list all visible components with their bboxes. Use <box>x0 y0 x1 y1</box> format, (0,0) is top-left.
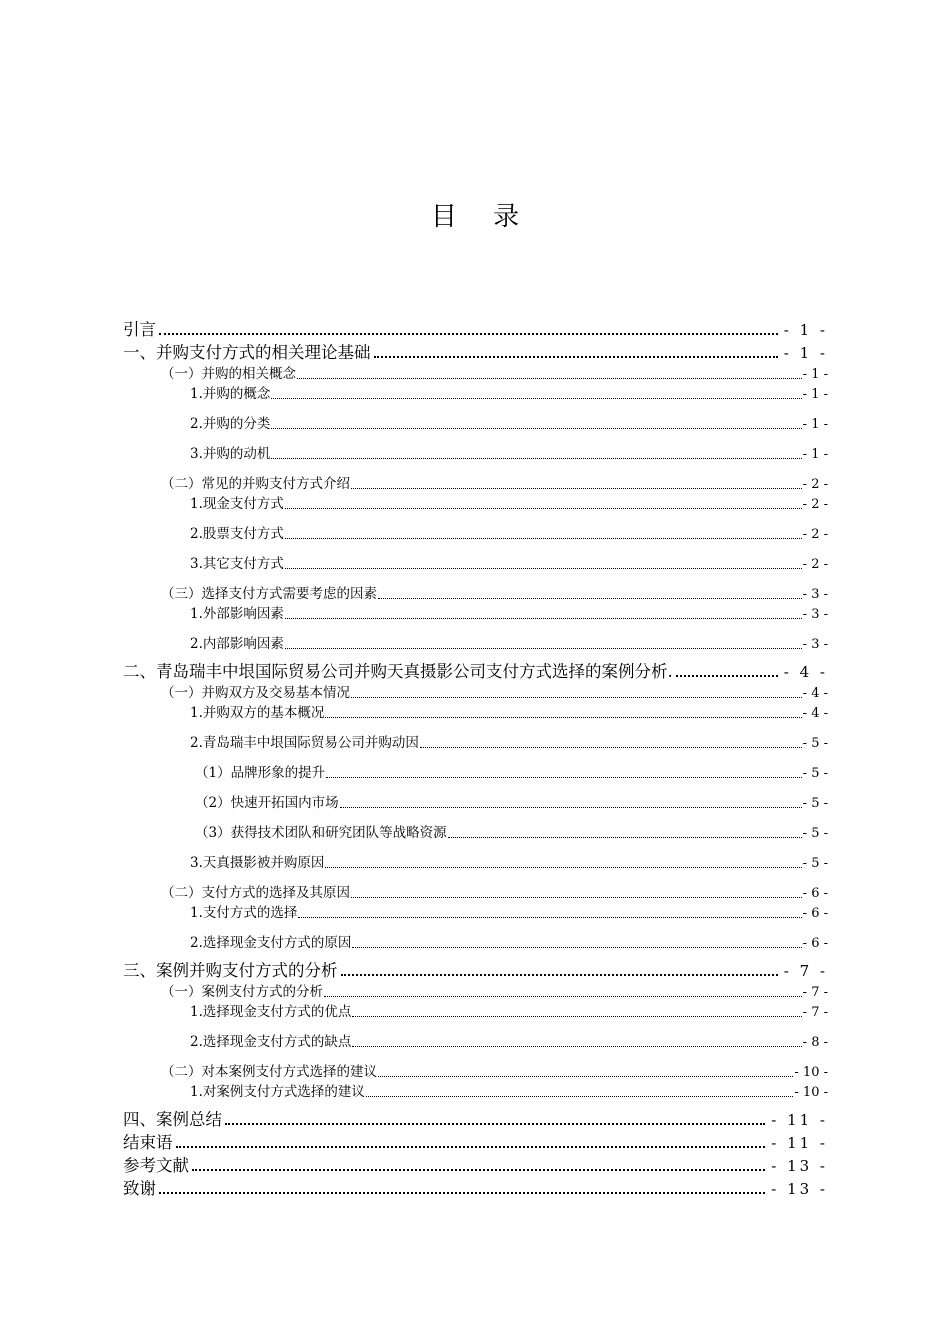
toc-entry-label: 1.选择现金支付方式的优点 <box>190 1004 352 1020</box>
toc-entry-page: - 6 - <box>802 886 828 901</box>
toc-entry[interactable] <box>123 1082 828 1102</box>
toc-leader-dots <box>352 947 801 948</box>
toc-entry[interactable] <box>123 584 828 604</box>
toc-entry[interactable] <box>123 364 828 384</box>
toc-entry-label: 三、案例并购支付方式的分析 <box>123 961 338 980</box>
toc-leader-dots <box>351 697 802 698</box>
toc-entry[interactable] <box>123 1032 828 1052</box>
toc-entry-label: 1.支付方式的选择 <box>190 905 298 921</box>
toc-entry-label: 1.外部影响因素 <box>190 606 284 622</box>
toc-entry-page: - 5 - <box>802 736 828 751</box>
toc-leader-dots <box>448 837 802 838</box>
toc-entry[interactable] <box>123 883 828 903</box>
toc-entry-page: - 1 - <box>783 344 828 362</box>
toc-entry-label: 二、青岛瑞丰中垠国际贸易公司并购天真摄影公司支付方式选择的案例分析. <box>123 662 673 681</box>
toc-entry-page: - 4 - <box>783 663 828 681</box>
toc-entry-page: - 3 - <box>802 607 828 622</box>
toc-entry[interactable] <box>123 1177 828 1200</box>
toc-entry-label: （二）常见的并购支付方式介绍 <box>161 476 350 492</box>
toc-leader-dots <box>285 618 802 619</box>
toc-leader-dots <box>159 1192 765 1194</box>
toc-entry-page: - 2 - <box>802 557 828 572</box>
toc-entry-label: 参考文献 <box>123 1156 189 1175</box>
toc-entry-page: - 2 - <box>802 477 828 492</box>
toc-entry-page: - 6 - <box>802 906 828 921</box>
toc-entry[interactable] <box>123 933 828 953</box>
toc-entry-page: - 13 - <box>771 1157 828 1175</box>
toc-leader-dots <box>176 1146 766 1148</box>
toc-entry-label: 结束语 <box>123 1133 173 1152</box>
toc-leader-dots <box>378 598 802 599</box>
toc-entry-label: 引言 <box>123 320 156 339</box>
toc-entry[interactable] <box>123 763 828 783</box>
toc-leader-dots <box>285 538 802 539</box>
toc-leader-dots <box>297 378 802 379</box>
toc-entry[interactable] <box>123 384 828 404</box>
toc-entry[interactable] <box>123 959 828 982</box>
toc-entry-label: 致谢 <box>123 1179 156 1198</box>
toc-entry-label: （一）案例支付方式的分析 <box>161 984 323 1000</box>
toc-entry-page: - 2 - <box>802 497 828 512</box>
toc-leader-dots <box>271 398 801 399</box>
toc-entry-label: （三）选择支付方式需要考虑的因素 <box>161 586 377 602</box>
toc-entry[interactable] <box>123 414 828 434</box>
toc-leader-dots <box>341 974 778 976</box>
toc-entry-page: - 1 - <box>802 417 828 432</box>
toc-entry-page: - 8 - <box>802 1035 828 1050</box>
toc-entry-label: （一）并购双方及交易基本情况 <box>161 685 350 701</box>
toc-leader-dots <box>326 777 802 778</box>
toc-entry-page: - 13 - <box>771 1180 828 1198</box>
toc-entry-label: 一、并购支付方式的相关理论基础 <box>123 343 371 362</box>
toc-entry[interactable] <box>123 1131 828 1154</box>
toc-leader-dots <box>298 917 801 918</box>
toc-entry-page: - 3 - <box>802 637 828 652</box>
toc-entry-page: - 7 - <box>802 985 828 1000</box>
toc-entry[interactable] <box>123 1154 828 1177</box>
toc-entry-label: 2.内部影响因素 <box>190 636 284 652</box>
toc-leader-dots <box>374 356 778 358</box>
toc-leader-dots <box>352 1016 801 1017</box>
toc-leader-dots <box>271 428 801 429</box>
toc-entry-page: - 7 - <box>802 1005 828 1020</box>
toc-leader-dots <box>271 458 801 459</box>
toc-entry-label: （3）获得技术团队和研究团队等战略资源 <box>195 825 447 841</box>
toc-entry-label: （2）快速开拓国内市场 <box>195 795 339 811</box>
toc-entry-page: - 11 - <box>771 1111 828 1129</box>
toc-entry[interactable] <box>123 604 828 624</box>
toc-entry-label: 1.对案例支付方式选择的建议 <box>190 1084 365 1100</box>
toc-entry-label: 2.并购的分类 <box>190 416 271 432</box>
toc-entry[interactable] <box>123 793 828 813</box>
toc-entry-label: （一）并购的相关概念 <box>161 366 296 382</box>
toc-entry[interactable] <box>123 660 828 683</box>
toc-entry[interactable] <box>123 683 828 703</box>
toc-leader-dots <box>285 508 802 509</box>
toc-entry[interactable] <box>123 634 828 654</box>
toc-entry-label: （二）对本案例支付方式选择的建议 <box>161 1064 377 1080</box>
toc-entry-page: - 1 - <box>802 447 828 462</box>
toc-entry-label: 2.选择现金支付方式的缺点 <box>190 1034 352 1050</box>
toc-entry-page: - 5 - <box>802 826 828 841</box>
toc-leader-dots <box>351 488 802 489</box>
toc-entry-label: 2.青岛瑞丰中垠国际贸易公司并购动因 <box>190 735 419 751</box>
toc-entry[interactable] <box>123 494 828 514</box>
toc-entry[interactable] <box>123 524 828 544</box>
toc-entry-page: - 1 - <box>802 367 828 382</box>
toc-entry[interactable] <box>123 1108 828 1131</box>
toc-entry-label: 3.并购的动机 <box>190 446 271 462</box>
toc-leader-dots <box>325 717 801 718</box>
toc-entry[interactable] <box>123 823 828 843</box>
toc-leader-dots <box>285 648 802 649</box>
toc-entry-page: - 10 - <box>794 1085 828 1100</box>
toc-entry[interactable] <box>123 341 828 364</box>
toc-entry-label: （二）支付方式的选择及其原因 <box>161 885 350 901</box>
toc-entry-label: 2.股票支付方式 <box>190 526 284 542</box>
toc-entry[interactable] <box>123 982 828 1002</box>
toc-entry[interactable] <box>123 554 828 574</box>
toc-entry[interactable] <box>123 318 828 341</box>
toc-entry[interactable] <box>123 1002 828 1022</box>
toc-entry-page: - 1 - <box>783 321 828 339</box>
toc-leader-dots <box>325 867 801 868</box>
toc-entry-page: - 5 - <box>802 856 828 871</box>
toc-entry[interactable] <box>123 1062 828 1082</box>
table-of-contents <box>123 318 828 1200</box>
toc-entry-page: - 6 - <box>802 936 828 951</box>
toc-leader-dots <box>285 568 802 569</box>
toc-entry-page: - 2 - <box>802 527 828 542</box>
toc-leader-dots <box>366 1096 794 1097</box>
toc-leader-dots <box>351 897 802 898</box>
toc-entry-label: 2.选择现金支付方式的原因 <box>190 935 352 951</box>
toc-leader-dots <box>420 747 802 748</box>
toc-entry-label: 3.其它支付方式 <box>190 556 284 572</box>
toc-entry-page: - 5 - <box>802 796 828 811</box>
toc-entry[interactable] <box>123 474 828 494</box>
page-title: 目 录 <box>430 202 534 232</box>
toc-entry-label: 1.现金支付方式 <box>190 496 284 512</box>
toc-entry-page: - 10 - <box>794 1065 828 1080</box>
toc-leader-dots <box>676 675 778 677</box>
toc-entry-page: - 4 - <box>802 686 828 701</box>
toc-entry-label: 3.天真摄影被并购原因 <box>190 855 325 871</box>
toc-leader-dots <box>225 1123 765 1125</box>
toc-leader-dots <box>352 1046 801 1047</box>
toc-entry[interactable] <box>123 853 828 873</box>
toc-entry-label: 四、案例总结 <box>123 1110 222 1129</box>
toc-leader-dots <box>159 333 778 335</box>
toc-entry[interactable] <box>123 444 828 464</box>
toc-entry-page: - 7 - <box>783 962 828 980</box>
toc-leader-dots <box>192 1169 765 1171</box>
toc-entry[interactable] <box>123 903 828 923</box>
toc-entry[interactable] <box>123 733 828 753</box>
toc-entry-page: - 1 - <box>802 387 828 402</box>
toc-entry-label: （1）品牌形象的提升 <box>195 765 326 781</box>
toc-entry-page: - 5 - <box>802 766 828 781</box>
toc-leader-dots <box>324 996 802 997</box>
toc-entry-label: 1.并购的概念 <box>190 386 271 402</box>
toc-entry-page: - 3 - <box>802 587 828 602</box>
toc-entry[interactable] <box>123 703 828 723</box>
toc-entry-page: - 4 - <box>802 706 828 721</box>
toc-leader-dots <box>378 1076 793 1077</box>
toc-entry-label: 1.并购双方的基本概况 <box>190 705 325 721</box>
toc-leader-dots <box>340 807 802 808</box>
toc-entry-page: - 11 - <box>771 1134 828 1152</box>
